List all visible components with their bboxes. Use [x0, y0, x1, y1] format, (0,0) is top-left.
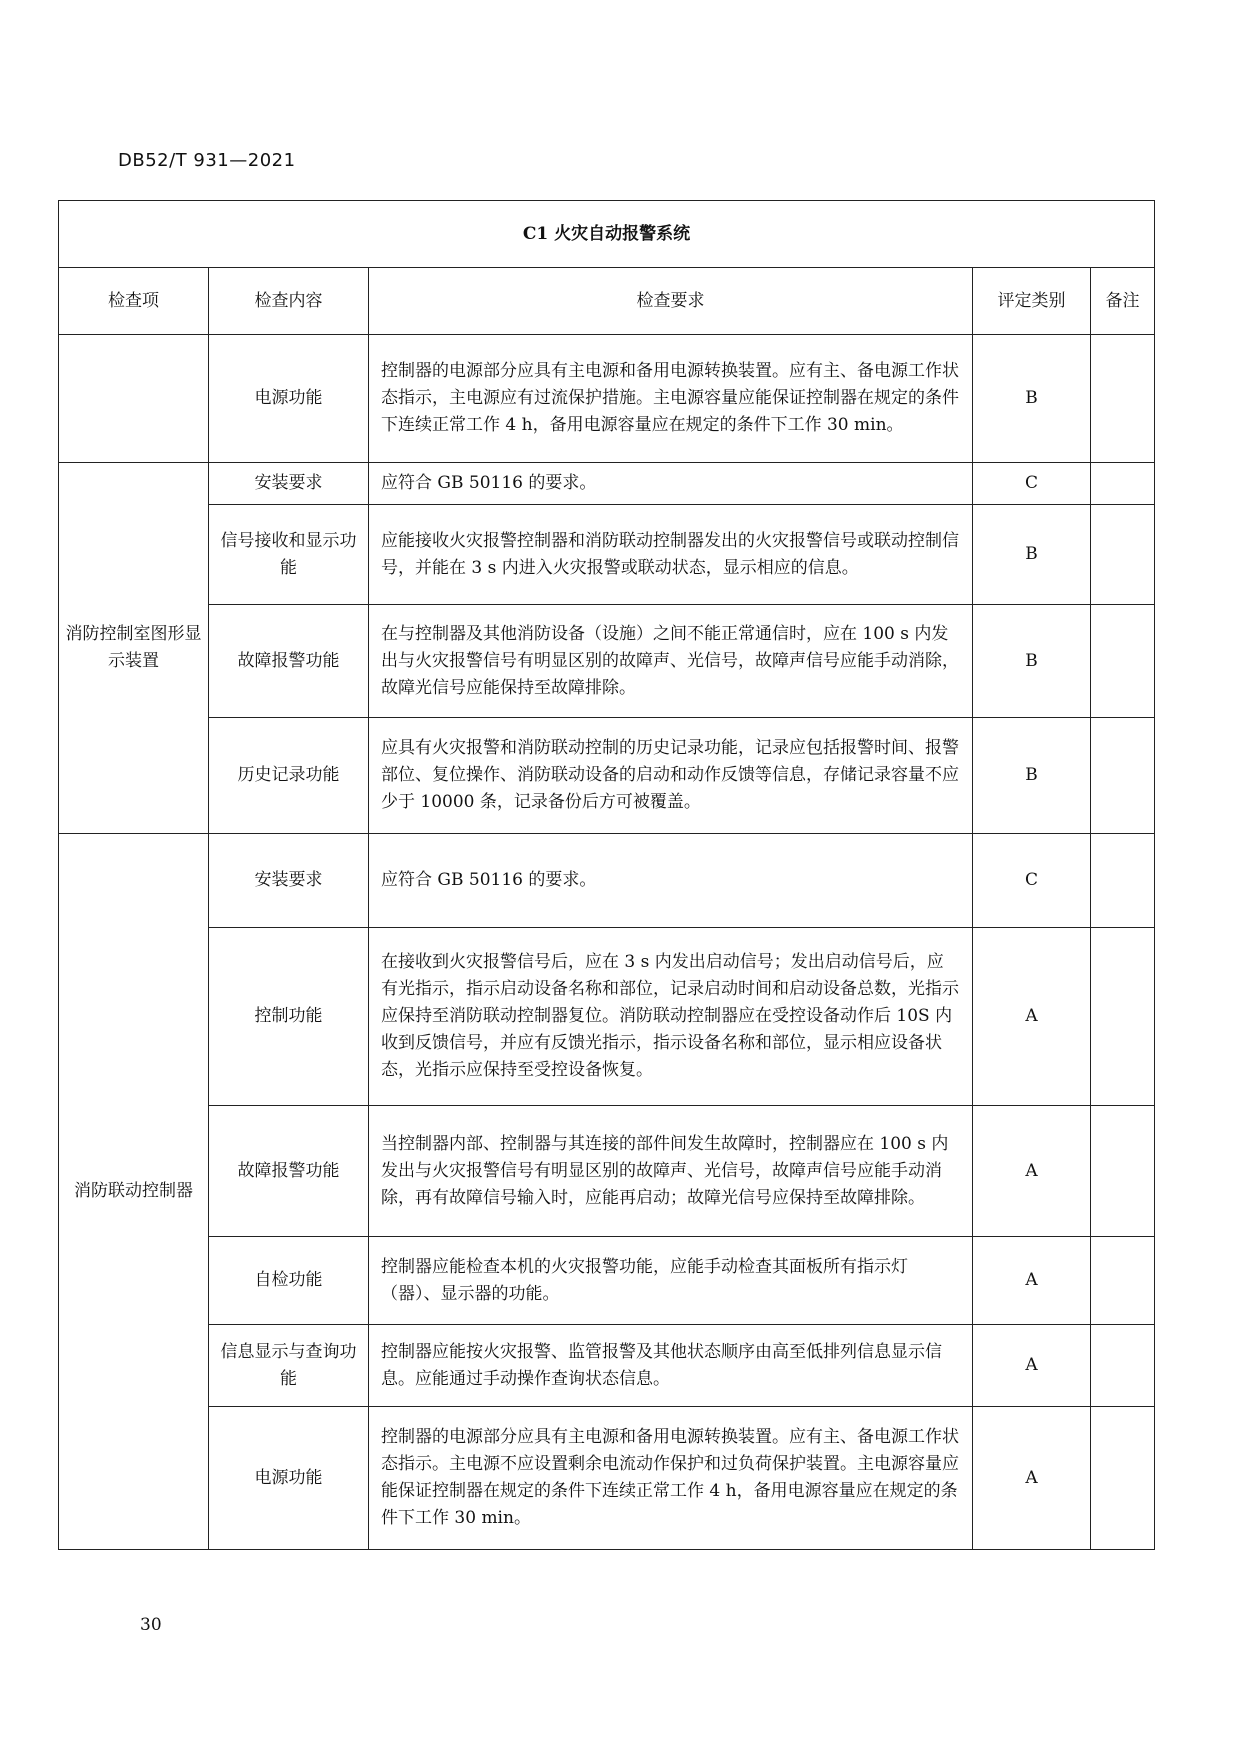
column-header-item: 检查项: [59, 268, 209, 335]
note-cell: [1091, 1407, 1155, 1550]
column-header-row: [59, 268, 1155, 335]
content-cell: 安装要求: [209, 834, 369, 928]
requirement-cell: 应具有火灾报警和消防联动控制的历史记录功能，记录应包括报警时间、报警部位、复位操作、消防联动设备的启动和动作反馈等信息，存储记录容量不应少于 10000 条，记录备份后方可被覆盖。: [369, 718, 973, 834]
content-cell: 电源功能: [209, 1407, 369, 1550]
note-cell: [1091, 928, 1155, 1106]
table-row: [59, 335, 1155, 463]
table-row: [59, 928, 1155, 1106]
table-row: [59, 1237, 1155, 1325]
content-cell: 历史记录功能: [209, 718, 369, 834]
category-cell: C: [973, 834, 1091, 928]
column-header-category: 评定类别: [973, 268, 1091, 335]
note-cell: [1091, 1106, 1155, 1237]
content-cell: 故障报警功能: [209, 605, 369, 718]
category-cell: B: [973, 505, 1091, 605]
category-cell: A: [973, 1407, 1091, 1550]
item-cell: [59, 335, 209, 463]
category-cell: B: [973, 605, 1091, 718]
note-cell: [1091, 718, 1155, 834]
requirement-cell: 控制器应能检查本机的火灾报警功能，应能手动检查其面板所有指示灯（器）、显示器的功能。: [369, 1237, 973, 1325]
note-cell: [1091, 463, 1155, 505]
requirement-cell: 在接收到火灾报警信号后，应在 3 s 内发出启动信号；发出启动信号后，应有光指示，指示启动设备名称和部位，记录启动时间和启动设备总数，光指示应保持至消防联动控制器复位。消防联动控制器应在受控设备动作后 10S 内收到反馈信号，并应有反馈光指示，指示设备名称和部位，显示相应设备状态，光指示应保持至受控设备恢复。: [369, 928, 973, 1106]
requirement-cell: 在与控制器及其他消防设备（设施）之间不能正常通信时，应在 100 s 内发出与火灾报警信号有明显区别的故障声、光信号，故障声信号应能手动消除，故障光信号应能保持至故障排除。: [369, 605, 973, 718]
note-cell: [1091, 1325, 1155, 1407]
table-row: [59, 1407, 1155, 1550]
table-title-cell: [59, 201, 1155, 268]
requirement-cell: 控制器的电源部分应具有主电源和备用电源转换装置。应有主、备电源工作状态指示。主电源不应设置剩余电流动作保护和过负荷保护装置。主电源容量应能保证控制器在规定的条件下连续正常工作 4 h，备用电源容量应在规定的条件下工作 30 min。: [369, 1407, 973, 1550]
table-row: [59, 718, 1155, 834]
content-cell: 自检功能: [209, 1237, 369, 1325]
content-cell: 信息显示与查询功能: [209, 1325, 369, 1407]
category-cell: C: [973, 463, 1091, 505]
table-row: [59, 505, 1155, 605]
requirement-cell: 控制器的电源部分应具有主电源和备用电源转换装置。应有主、备电源工作状态指示，主电源应有过流保护措施。主电源容量应能保证控制器在规定的条件下连续正常工作 4 h，备用电源容量应在规定的条件下工作 30 min。: [369, 335, 973, 463]
note-cell: [1091, 834, 1155, 928]
content-cell: 信号接收和显示功能: [209, 505, 369, 605]
standard-code: DB52/T 931—2021: [118, 150, 296, 171]
note-cell: [1091, 505, 1155, 605]
content-cell: 故障报警功能: [209, 1106, 369, 1237]
note-cell: [1091, 1237, 1155, 1325]
table-row: [59, 463, 1155, 505]
table-row: [59, 605, 1155, 718]
table-row: [59, 834, 1155, 928]
item-cell: 消防联动控制器: [59, 834, 209, 1550]
category-cell: B: [973, 718, 1091, 834]
category-cell: A: [973, 1106, 1091, 1237]
category-cell: B: [973, 335, 1091, 463]
requirement-cell: 当控制器内部、控制器与其连接的部件间发生故障时，控制器应在 100 s 内发出与火灾报警信号有明显区别的故障声、光信号，故障声信号应能手动消除，再有故障信号输入时，应能再启动；故障光信号应保持至故障排除。: [369, 1106, 973, 1237]
column-header-note: 备注: [1091, 268, 1155, 335]
table-row: [59, 1106, 1155, 1237]
item-cell: 消防控制室图形显示装置: [59, 463, 209, 834]
content-cell: 电源功能: [209, 335, 369, 463]
requirement-cell: 应能接收火灾报警控制器和消防联动控制器发出的火灾报警信号或联动控制信号，并能在 3 s 内进入火灾报警或联动状态，显示相应的信息。: [369, 505, 973, 605]
content-cell: 安装要求: [209, 463, 369, 505]
requirement-cell: 应符合 GB 50116 的要求。: [369, 834, 973, 928]
requirement-cell: 应符合 GB 50116 的要求。: [369, 463, 973, 505]
note-cell: [1091, 335, 1155, 463]
table-row: [59, 1325, 1155, 1407]
category-cell: A: [973, 1325, 1091, 1407]
table-title: C1 火灾自动报警系统: [522, 223, 691, 244]
category-cell: A: [973, 928, 1091, 1106]
content-cell: 控制功能: [209, 928, 369, 1106]
note-cell: [1091, 605, 1155, 718]
requirement-cell: 控制器应能按火灾报警、监管报警及其他状态顺序由高至低排列信息显示信息。应能通过手动操作查询状态信息。: [369, 1325, 973, 1407]
category-cell: A: [973, 1237, 1091, 1325]
column-header-requirement: 检查要求: [369, 268, 973, 335]
inspection-table: [58, 200, 1155, 1550]
column-header-content: 检查内容: [209, 268, 369, 335]
page-number: 30: [140, 1615, 162, 1635]
